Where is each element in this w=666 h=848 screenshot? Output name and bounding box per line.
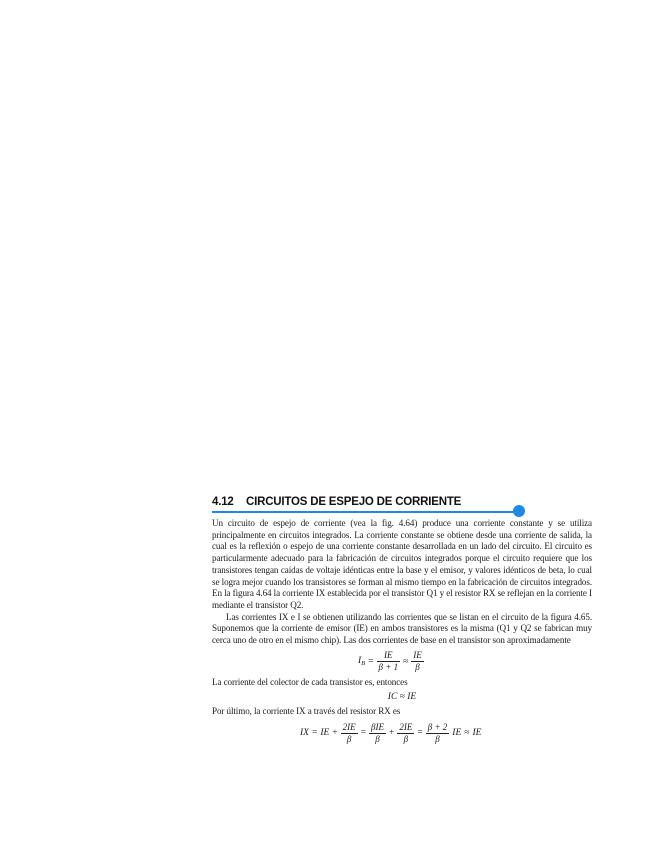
heading-dot-icon: [513, 505, 525, 517]
eq3-fraction-4: $\frac{\beta + 2}{\beta}$: [427, 721, 448, 744]
paragraph-1: Un circuito de espejo de corriente (vea la fig. 4.64) produce una corriente constante y se utiliza principalmente en circuitos integrados. La corriente constante se obtiene desde una corriente de salida, la cual es la reflexión o espejo de una corriente constante desarrollada en un lado del circuito. El circuito es particularmente adecuado para la fabricación de circuitos integrados porque el circuito requiere que los transistores tengan caídas de voltaje idénticas entre la base y el emisor, y valores idénticos de beta, lo cual se logra mejor cuando los transistores se forman al mismo tiempo en la fabricación de circuitos integrados. En la figura 4.64 la corriente IX establecida por el transistor Q1 y el resistor RX se reflejan en la corriente I mediante el transistor Q2.: [212, 518, 592, 610]
eq3-fraction-2: $\frac{\text{βIE}}{\beta}$: [371, 721, 384, 744]
eq3-fraction-3: $\frac{2IE}{\beta}$: [399, 721, 413, 744]
section-title: CIRCUITOS DE ESPEJO DE CORRIENTE: [246, 496, 462, 508]
heading-rule: [212, 511, 517, 513]
eq3-fraction-1: $\frac{2IE}{\beta}$: [342, 721, 356, 744]
paragraph-2: Las corrientes IX e I se obtienen utilizando las corrientes que se listan en el circuito de la figura 4.65. Suponemos que la corriente de emisor (IE) en ambos transistores es la misma (Q1 y Q2 se fabrican muy cerca uno de otro en el mismo chip). Las dos corrientes de base en el transistor son aproximadamente: [212, 611, 592, 646]
paragraph-3: La corriente del colector de cada transistor es, entonces: [212, 676, 408, 687]
equation-ix-current: IX = IE + $\frac{2IE}{\beta}$ = $\frac{\text{βIE}}{\beta}$ + $\frac{2IE}{\beta}$ = $\frac{\beta + 2}{\beta}$ IE ≈ IE: [300, 721, 482, 744]
eq1-lhs: $I_B$: [358, 656, 366, 668]
equation-collector-current: IC ≈ IE: [387, 692, 417, 703]
equation-base-current: $I_B$ = $\frac{IE}{\beta + 1}$ ≈ $\frac{IE}{\beta}$: [358, 650, 422, 673]
section-heading: [212, 494, 592, 510]
section-number: 4.12: [212, 496, 234, 508]
paragraph-4: Por último, la corriente IX a través del resistor RX es: [212, 706, 401, 717]
eq1-fraction-1: $\frac{IE}{\beta + 1}$: [378, 650, 399, 673]
section-4-12: [212, 494, 592, 748]
eq1-fraction-2: $\frac{IE}{\beta}$: [413, 650, 422, 673]
